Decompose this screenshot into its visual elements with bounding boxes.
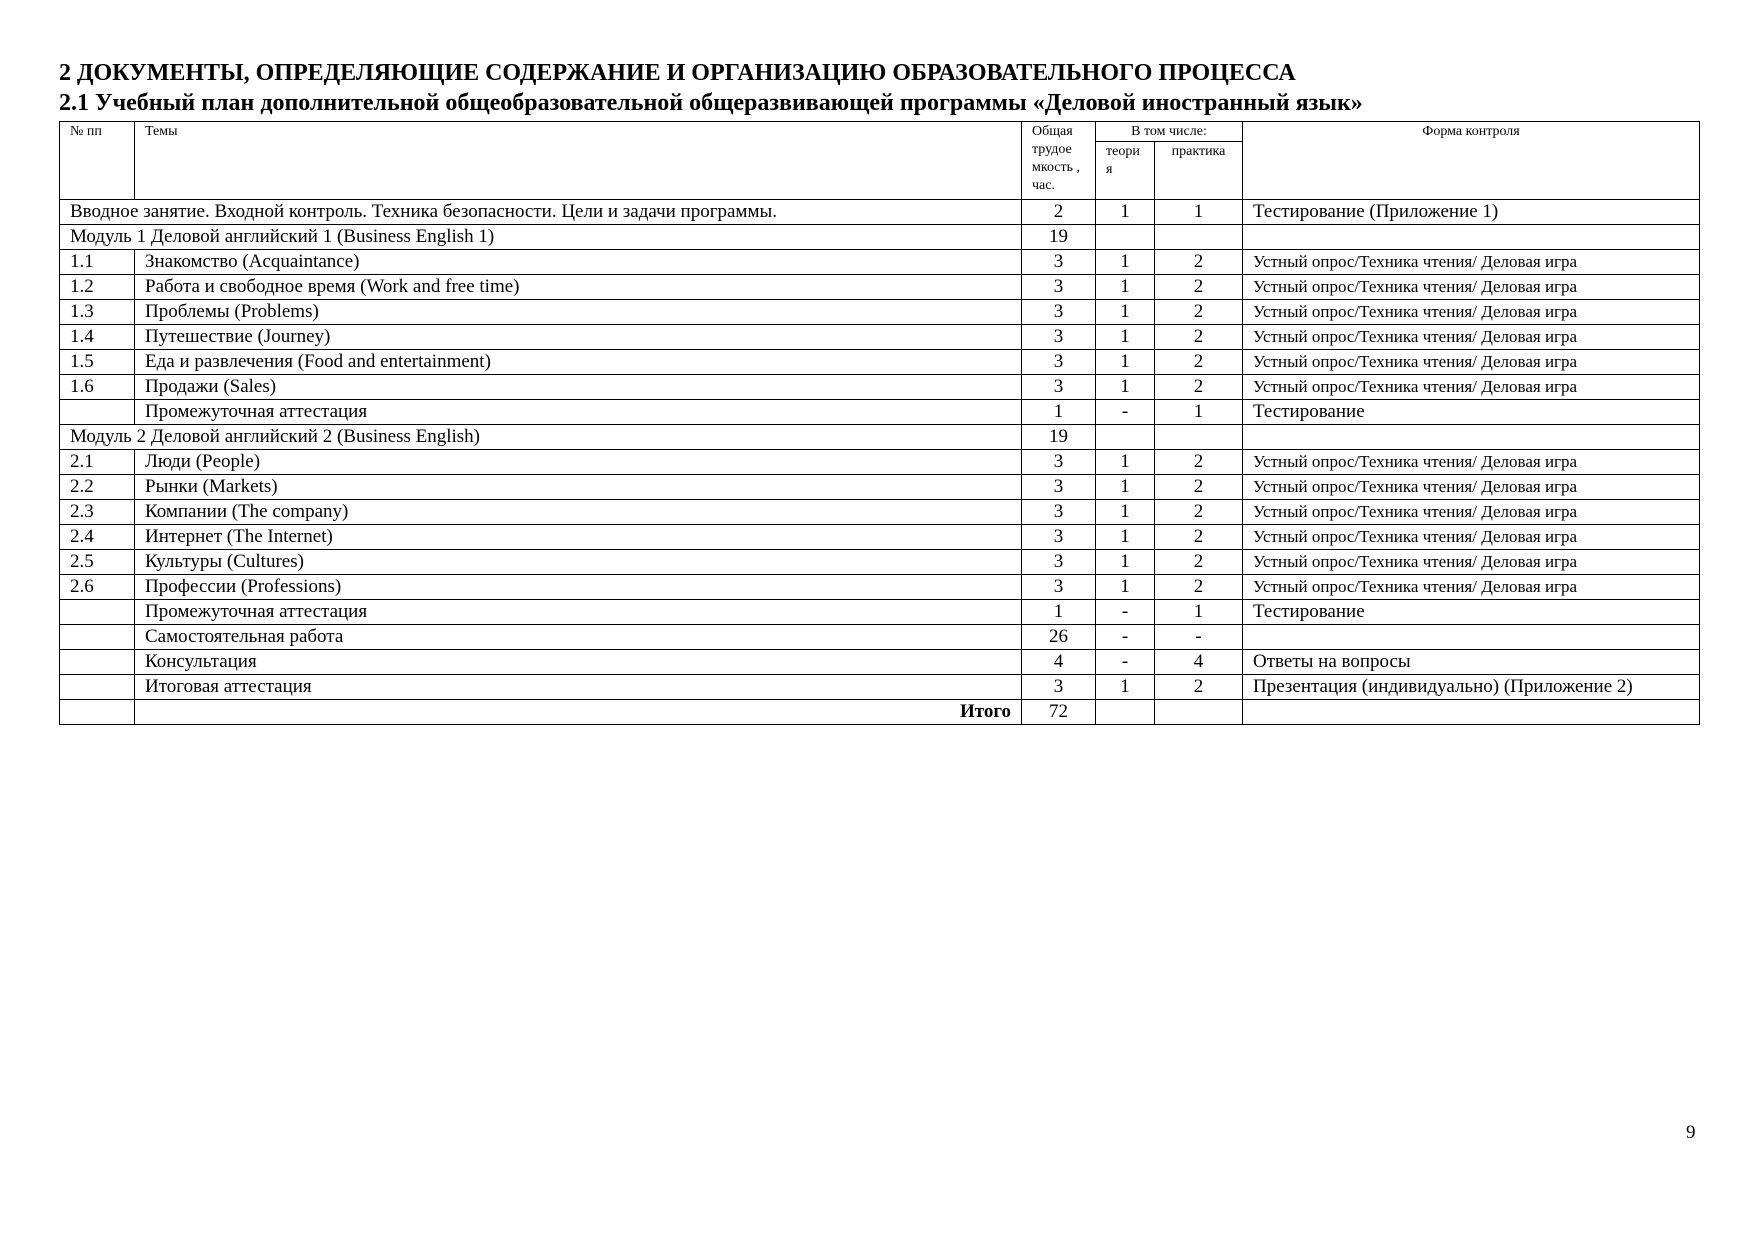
table-row bbox=[60, 300, 1700, 325]
row-practice: 2 bbox=[1155, 675, 1243, 700]
intro-total: 2 bbox=[1022, 200, 1096, 225]
row-form: Устный опрос/Техника чтения/ Деловая игра bbox=[1243, 300, 1700, 325]
row-theory: 1 bbox=[1096, 475, 1155, 500]
table-row bbox=[60, 325, 1700, 350]
row-topic: Итоговая аттестация bbox=[135, 675, 1022, 700]
row-practice: 2 bbox=[1155, 550, 1243, 575]
row-total: 4 bbox=[1022, 650, 1096, 675]
row-total: 3 bbox=[1022, 500, 1096, 525]
row-form: Устный опрос/Техника чтения/ Деловая игра bbox=[1243, 350, 1700, 375]
row-total: 3 bbox=[1022, 675, 1096, 700]
table-row bbox=[60, 350, 1700, 375]
total-theory bbox=[1096, 700, 1155, 725]
header-including: В том числе: bbox=[1096, 122, 1243, 142]
intro-topic: Вводное занятие. Входной контроль. Техника безопасности. Цели и задачи программы. bbox=[60, 200, 1022, 225]
row-topic: Консультация bbox=[135, 650, 1022, 675]
row-theory: - bbox=[1096, 600, 1155, 625]
row-practice: 2 bbox=[1155, 350, 1243, 375]
row-form: Устный опрос/Техника чтения/ Деловая игра bbox=[1243, 450, 1700, 475]
row-num: 2.3 bbox=[60, 500, 135, 525]
row-practice: 2 bbox=[1155, 375, 1243, 400]
row-num: 1.1 bbox=[60, 250, 135, 275]
table-body bbox=[60, 200, 1700, 725]
row-practice: 2 bbox=[1155, 300, 1243, 325]
header-theory: теори я bbox=[1096, 142, 1155, 200]
row-total: 3 bbox=[1022, 550, 1096, 575]
row-theory: - bbox=[1096, 625, 1155, 650]
row-num: 1.2 bbox=[60, 275, 135, 300]
row-form: Презентация (индивидуально) (Приложение 2) bbox=[1243, 675, 1700, 700]
table-row bbox=[60, 375, 1700, 400]
row-topic: Интернет (The Internet) bbox=[135, 525, 1022, 550]
row-form: Устный опрос/Техника чтения/ Деловая игра bbox=[1243, 500, 1700, 525]
row-num bbox=[60, 600, 135, 625]
row-practice: 2 bbox=[1155, 275, 1243, 300]
row-num bbox=[60, 400, 135, 425]
row-topic: Продажи (Sales) bbox=[135, 375, 1022, 400]
curriculum-table bbox=[59, 121, 1700, 725]
row-num: 2.2 bbox=[60, 475, 135, 500]
row-form: Ответы на вопросы bbox=[1243, 650, 1700, 675]
header-control-form: Форма контроля bbox=[1243, 122, 1700, 200]
row-num: 2.6 bbox=[60, 575, 135, 600]
header-total-hours: Общая трудое мкость , час. bbox=[1022, 122, 1096, 200]
row-form: Устный опрос/Техника чтения/ Деловая игра bbox=[1243, 475, 1700, 500]
row-topic: Еда и развлечения (Food and entertainment) bbox=[135, 350, 1022, 375]
row-total: 3 bbox=[1022, 375, 1096, 400]
row-theory: 1 bbox=[1096, 350, 1155, 375]
row-topic: Профессии (Professions) bbox=[135, 575, 1022, 600]
module-1-form bbox=[1243, 225, 1700, 250]
module-2-form bbox=[1243, 425, 1700, 450]
table-row bbox=[60, 625, 1700, 650]
row-total: 3 bbox=[1022, 250, 1096, 275]
table-row bbox=[60, 400, 1700, 425]
row-theory: 1 bbox=[1096, 375, 1155, 400]
row-theory: 1 bbox=[1096, 275, 1155, 300]
module-2-theory bbox=[1096, 425, 1155, 450]
row-form: Устный опрос/Техника чтения/ Деловая игра bbox=[1243, 250, 1700, 275]
row-practice: 4 bbox=[1155, 650, 1243, 675]
row-num: 1.6 bbox=[60, 375, 135, 400]
row-topic: Знакомство (Acquaintance) bbox=[135, 250, 1022, 275]
row-topic: Путешествие (Journey) bbox=[135, 325, 1022, 350]
row-num: 2.4 bbox=[60, 525, 135, 550]
intro-practice: 1 bbox=[1155, 200, 1243, 225]
header-topic: Темы bbox=[135, 122, 1022, 200]
row-num: 1.5 bbox=[60, 350, 135, 375]
row-topic: Культуры (Cultures) bbox=[135, 550, 1022, 575]
total-practice bbox=[1155, 700, 1243, 725]
row-total: 26 bbox=[1022, 625, 1096, 650]
row-topic: Проблемы (Problems) bbox=[135, 300, 1022, 325]
row-num bbox=[60, 650, 135, 675]
row-num bbox=[60, 675, 135, 700]
row-form: Устный опрос/Техника чтения/ Деловая игра bbox=[1243, 550, 1700, 575]
row-topic: Люди (People) bbox=[135, 450, 1022, 475]
intro-theory: 1 bbox=[1096, 200, 1155, 225]
row-topic: Работа и свободное время (Work and free time) bbox=[135, 275, 1022, 300]
row-total: 3 bbox=[1022, 300, 1096, 325]
module-1-row bbox=[60, 225, 1700, 250]
row-topic: Промежуточная аттестация bbox=[135, 400, 1022, 425]
section-title: 2 ДОКУМЕНТЫ, ОПРЕДЕЛЯЮЩИЕ СОДЕРЖАНИЕ И ОРГАНИЗАЦИЮ ОБРАЗОВАТЕЛЬНОГО ПРОЦЕССА bbox=[59, 60, 1296, 86]
table-row bbox=[60, 450, 1700, 475]
row-practice: 1 bbox=[1155, 400, 1243, 425]
table-row bbox=[60, 550, 1700, 575]
row-practice: 2 bbox=[1155, 325, 1243, 350]
table-row bbox=[60, 650, 1700, 675]
row-theory: 1 bbox=[1096, 250, 1155, 275]
row-theory: 1 bbox=[1096, 300, 1155, 325]
intro-form: Тестирование (Приложение 1) bbox=[1243, 200, 1700, 225]
row-total: 3 bbox=[1022, 350, 1096, 375]
table-row bbox=[60, 275, 1700, 300]
row-theory: - bbox=[1096, 650, 1155, 675]
table-row bbox=[60, 675, 1700, 700]
table-row bbox=[60, 200, 1700, 225]
row-total: 3 bbox=[1022, 475, 1096, 500]
row-practice: 2 bbox=[1155, 450, 1243, 475]
table-row bbox=[60, 525, 1700, 550]
table-row bbox=[60, 500, 1700, 525]
total-num bbox=[60, 700, 135, 725]
row-topic: Компании (The company) bbox=[135, 500, 1022, 525]
module-2-practice bbox=[1155, 425, 1243, 450]
total-hours: 72 bbox=[1022, 700, 1096, 725]
row-total: 1 bbox=[1022, 600, 1096, 625]
row-theory: 1 bbox=[1096, 525, 1155, 550]
row-practice: 2 bbox=[1155, 525, 1243, 550]
module-1-practice bbox=[1155, 225, 1243, 250]
row-practice: 2 bbox=[1155, 500, 1243, 525]
row-theory: 1 bbox=[1096, 675, 1155, 700]
row-total: 3 bbox=[1022, 325, 1096, 350]
row-form: Устный опрос/Техника чтения/ Деловая игра bbox=[1243, 575, 1700, 600]
page-number: 9 bbox=[1686, 1122, 1696, 1143]
row-theory: 1 bbox=[1096, 500, 1155, 525]
row-form: Устный опрос/Техника чтения/ Деловая игра bbox=[1243, 375, 1700, 400]
row-num: 2.1 bbox=[60, 450, 135, 475]
row-num bbox=[60, 625, 135, 650]
total-row bbox=[60, 700, 1700, 725]
row-practice: 2 bbox=[1155, 475, 1243, 500]
row-total: 3 bbox=[1022, 450, 1096, 475]
row-topic: Рынки (Markets) bbox=[135, 475, 1022, 500]
row-theory: - bbox=[1096, 400, 1155, 425]
header-practice: практика bbox=[1155, 142, 1243, 200]
row-total: 3 bbox=[1022, 575, 1096, 600]
row-form: Тестирование bbox=[1243, 600, 1700, 625]
header-num: № пп bbox=[60, 122, 135, 200]
row-total: 3 bbox=[1022, 525, 1096, 550]
row-practice: - bbox=[1155, 625, 1243, 650]
section-subtitle: 2.1 Учебный план дополнительной общеобразовательной общеразвивающей программы «Деловой иностранный язык» bbox=[59, 90, 1363, 116]
row-form: Устный опрос/Техника чтения/ Деловая игра bbox=[1243, 275, 1700, 300]
row-form bbox=[1243, 625, 1700, 650]
module-2-row bbox=[60, 425, 1700, 450]
module-1-title: Модуль 1 Деловой английский 1 (Business English 1) bbox=[60, 225, 1022, 250]
module-2-total: 19 bbox=[1022, 425, 1096, 450]
row-form: Устный опрос/Техника чтения/ Деловая игра bbox=[1243, 325, 1700, 350]
row-practice: 2 bbox=[1155, 575, 1243, 600]
row-total: 1 bbox=[1022, 400, 1096, 425]
row-num: 1.4 bbox=[60, 325, 135, 350]
table-row bbox=[60, 600, 1700, 625]
total-label: Итого bbox=[135, 700, 1022, 725]
row-topic: Промежуточная аттестация bbox=[135, 600, 1022, 625]
table-row bbox=[60, 475, 1700, 500]
row-form: Тестирование bbox=[1243, 400, 1700, 425]
row-theory: 1 bbox=[1096, 575, 1155, 600]
row-total: 3 bbox=[1022, 275, 1096, 300]
module-1-theory bbox=[1096, 225, 1155, 250]
row-num: 1.3 bbox=[60, 300, 135, 325]
row-practice: 2 bbox=[1155, 250, 1243, 275]
row-theory: 1 bbox=[1096, 550, 1155, 575]
module-2-title: Модуль 2 Деловой английский 2 (Business English) bbox=[60, 425, 1022, 450]
row-theory: 1 bbox=[1096, 325, 1155, 350]
row-practice: 1 bbox=[1155, 600, 1243, 625]
row-form: Устный опрос/Техника чтения/ Деловая игра bbox=[1243, 525, 1700, 550]
table-row bbox=[60, 575, 1700, 600]
module-1-total: 19 bbox=[1022, 225, 1096, 250]
row-num: 2.5 bbox=[60, 550, 135, 575]
row-theory: 1 bbox=[1096, 450, 1155, 475]
row-topic: Самостоятельная работа bbox=[135, 625, 1022, 650]
table-row bbox=[60, 250, 1700, 275]
total-form bbox=[1243, 700, 1700, 725]
